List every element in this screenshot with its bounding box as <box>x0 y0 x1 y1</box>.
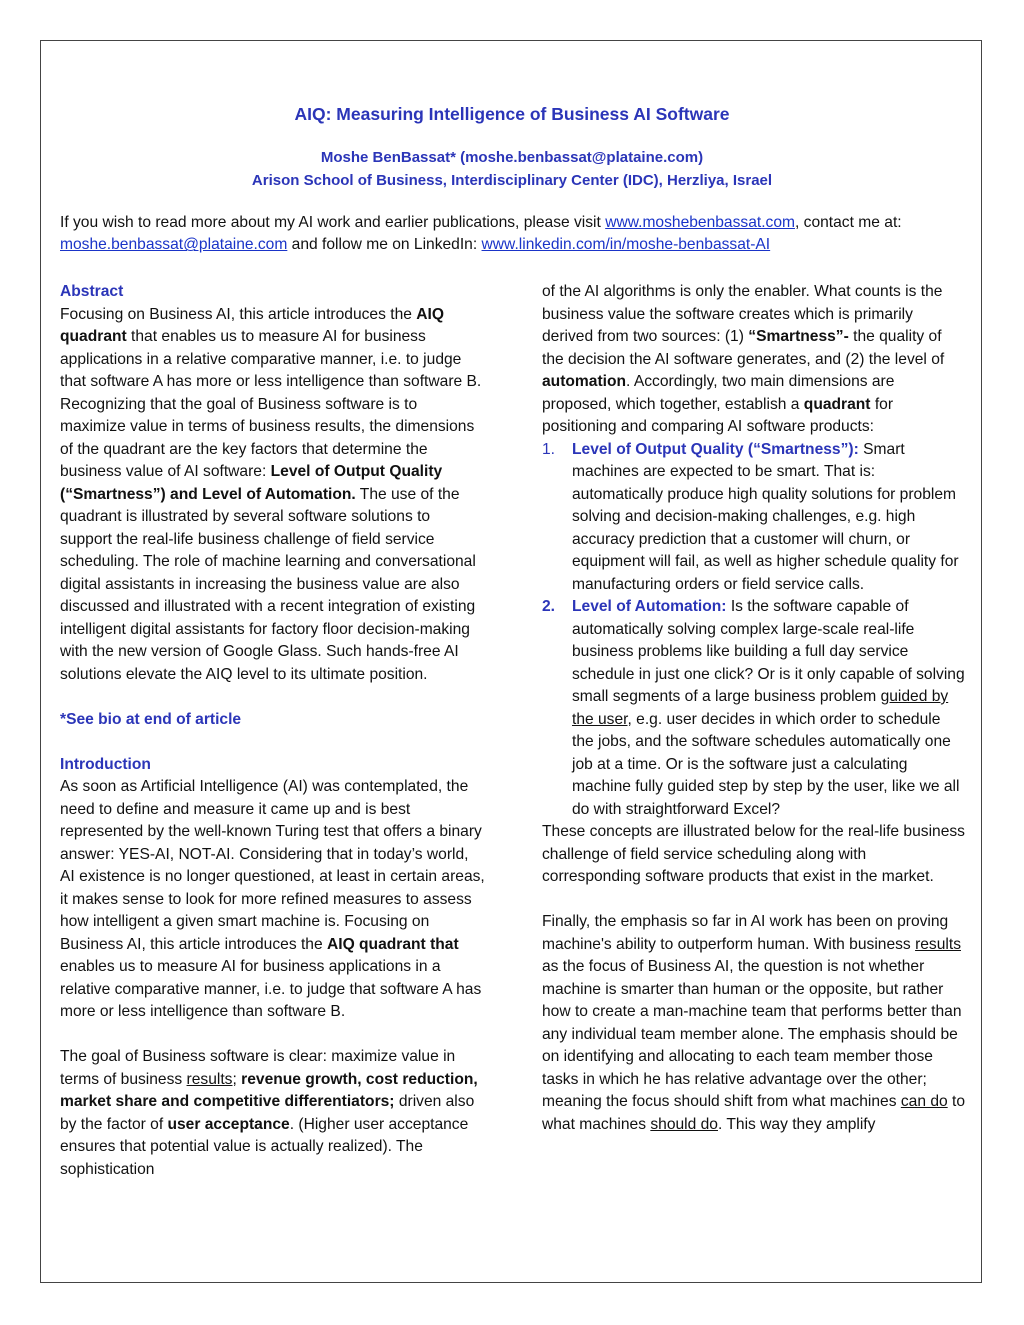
body-bold: automation <box>542 373 627 390</box>
body-text: enables us to measure AI for business applications in a relative comparative manner, i.e. to judge that software A has more or less intelligence than software B. <box>60 958 482 1020</box>
body-underline: should do <box>650 1115 718 1133</box>
intro-text: If you wish to read more about my AI work and earlier publications, please visit <box>60 214 606 231</box>
right-paragraph-2: These concepts are illustrated below for the real-life business challenge of field service scheduling along with corresponding software products that exist in the market. <box>542 823 965 885</box>
list-item-heading: Level of Automation: <box>572 598 727 615</box>
abstract-bold: AIQ quadrant <box>60 305 444 345</box>
body-bold: AIQ quadrant that <box>326 935 459 953</box>
intro-text: , contact me at: <box>795 214 902 231</box>
body-bold: “Smartness”- <box>748 328 849 345</box>
introduction-paragraph-1 <box>60 776 486 1024</box>
abstract-text: The use of the quadrant is illustrated by several software solutions to support the real-life business challenge of field service scheduling. The role of machine learning and conversational digital assistants in increasing the business value are also discussed and illustrated with a recent integration of existing intelligent digital assistants for factory floor decision-making with the new version of Google Glass. Such hands-free AI solutions elevate the AIQ level to its ultimate position. <box>60 485 476 683</box>
website-link[interactable]: www.moshebenbassat.com <box>605 214 795 231</box>
body-text: Finally, the emphasis so far in AI work has been on proving machine's ability to outperform human. With business <box>542 913 949 953</box>
bio-note: *See bio at end of article <box>60 710 242 728</box>
body-text: As soon as Artificial Intelligence (AI) was contemplated, the need to define and measure it came up and is best represented by the well-known Turing test that offers a binary answer: YES-AI, NOT-AI. Considering that in today’s world, AI existence is no longer questioned, at least in certain areas, it makes sense to look for more refined measures to assess how intelligent a given smart machine is. Focusing on Business AI, this article introduces the <box>60 778 485 953</box>
list-item-heading: Level of Output Quality (“Smartness”): <box>572 440 859 458</box>
dimensions-list <box>542 439 966 822</box>
body-bold: user acceptance <box>167 1115 290 1133</box>
list-item-text: , e.g. user decides in which order to schedule the jobs, and the software schedules automatically one job at a time. Or is the software just a calculating machine fully guided step by step by the user, like we all do with straightforward Excel? <box>572 710 960 818</box>
introduction-heading: Introduction <box>60 755 151 773</box>
introduction-paragraph-2 <box>60 1046 486 1181</box>
right-paragraph-3 <box>542 911 966 1136</box>
body-text: . Accordingly, two main dimensions are proposed, which together, establish a <box>542 373 895 413</box>
body-bold: quadrant <box>803 395 871 413</box>
body-text: as the focus of Business AI, the question is not whether machine is smarter than human or the opposite, but rather how to create a man-machine team that performs better than any individual team member alone. The emphasis should be on identifying and allocating to each team member those tasks in which he has relative advantage over the other; meaning the focus should shift from what machines <box>542 958 962 1110</box>
abstract-paragraph <box>60 304 486 687</box>
body-underline: can do <box>900 1093 948 1110</box>
right-paragraph-1 <box>542 281 966 439</box>
linkedin-link[interactable]: www.linkedin.com/in/moshe-benbassat-AI <box>481 236 771 254</box>
list-item <box>542 439 966 597</box>
left-column <box>60 281 486 1181</box>
body-bold: revenue growth, cost reduction, market share and competitive differentiators; <box>60 1070 478 1110</box>
body-text: The goal of Business software is clear: maximize value in terms of business <box>60 1048 456 1088</box>
affiliation-line: Arison School of Business, Interdisciplinary Center (IDC), Herzliya, Israel <box>251 172 773 189</box>
list-number: 1. <box>542 440 556 458</box>
author-line: Moshe BenBassat* (moshe.benbassat@plataine.com) <box>320 149 704 166</box>
list-item-text: Smart machines are expected to be smart. That is: automatically produce high quality solutions for problem solving and decision-making challenges, e.g. high accuracy prediction that a customer will churn, or equipment will fail, as well as higher schedule quality for manufacturing orders or field service calls. <box>572 440 959 593</box>
list-item <box>542 596 966 821</box>
abstract-text: Focusing on Business AI, this article introduces the <box>60 305 417 323</box>
body-text: . This way they amplify <box>717 1115 876 1133</box>
body-text: driven also by the factor of <box>60 1093 475 1133</box>
body-text: ; <box>232 1070 242 1088</box>
abstract-bold: Level of Output Quality (“Smartness”) and Level of Automation. <box>60 463 443 503</box>
body-text: of the AI algorithms is only the enabler. What counts is the business value the software creates which is primarily derived from two sources: (1) <box>542 283 943 345</box>
body-underline: results <box>915 935 961 953</box>
body-text: for positioning and comparing AI software products: <box>542 395 894 435</box>
abstract-text: that enables us to measure AI for business applications in a relative comparative manner, i.e. to judge that software A has more or less intelligence than software B. Recognizing that the goal of Business software is to maximize value in terms of business results, the dimensions of the quadrant are the key factors that determine the business value of AI software: <box>60 328 482 480</box>
email-link[interactable]: moshe.benbassat@plataine.com <box>60 236 288 254</box>
list-item-underline: guided by the user <box>572 688 949 728</box>
list-item-text: Is the software capable of automatically solving complex large-scale real-life business problems like building a full day service schedule in just one click? Or is it only capable of solving small segments of a large business problem <box>572 598 965 705</box>
body-text: . (Higher user acceptance ensures that potential value is actually realized). The sophistication <box>60 1115 469 1178</box>
intro-text: and follow me on LinkedIn: <box>287 236 482 254</box>
body-underline: results <box>186 1070 233 1088</box>
intro-paragraph <box>60 212 964 257</box>
list-number: 2. <box>542 598 556 615</box>
body-text: the quality of the decision the AI software generates, and (2) the level of <box>542 328 945 368</box>
abstract-heading: Abstract <box>60 283 124 300</box>
right-column <box>542 281 966 1136</box>
paper-title: AIQ: Measuring Intelligence of Business AI Software <box>294 104 730 124</box>
body-text: to what machines <box>542 1093 966 1133</box>
